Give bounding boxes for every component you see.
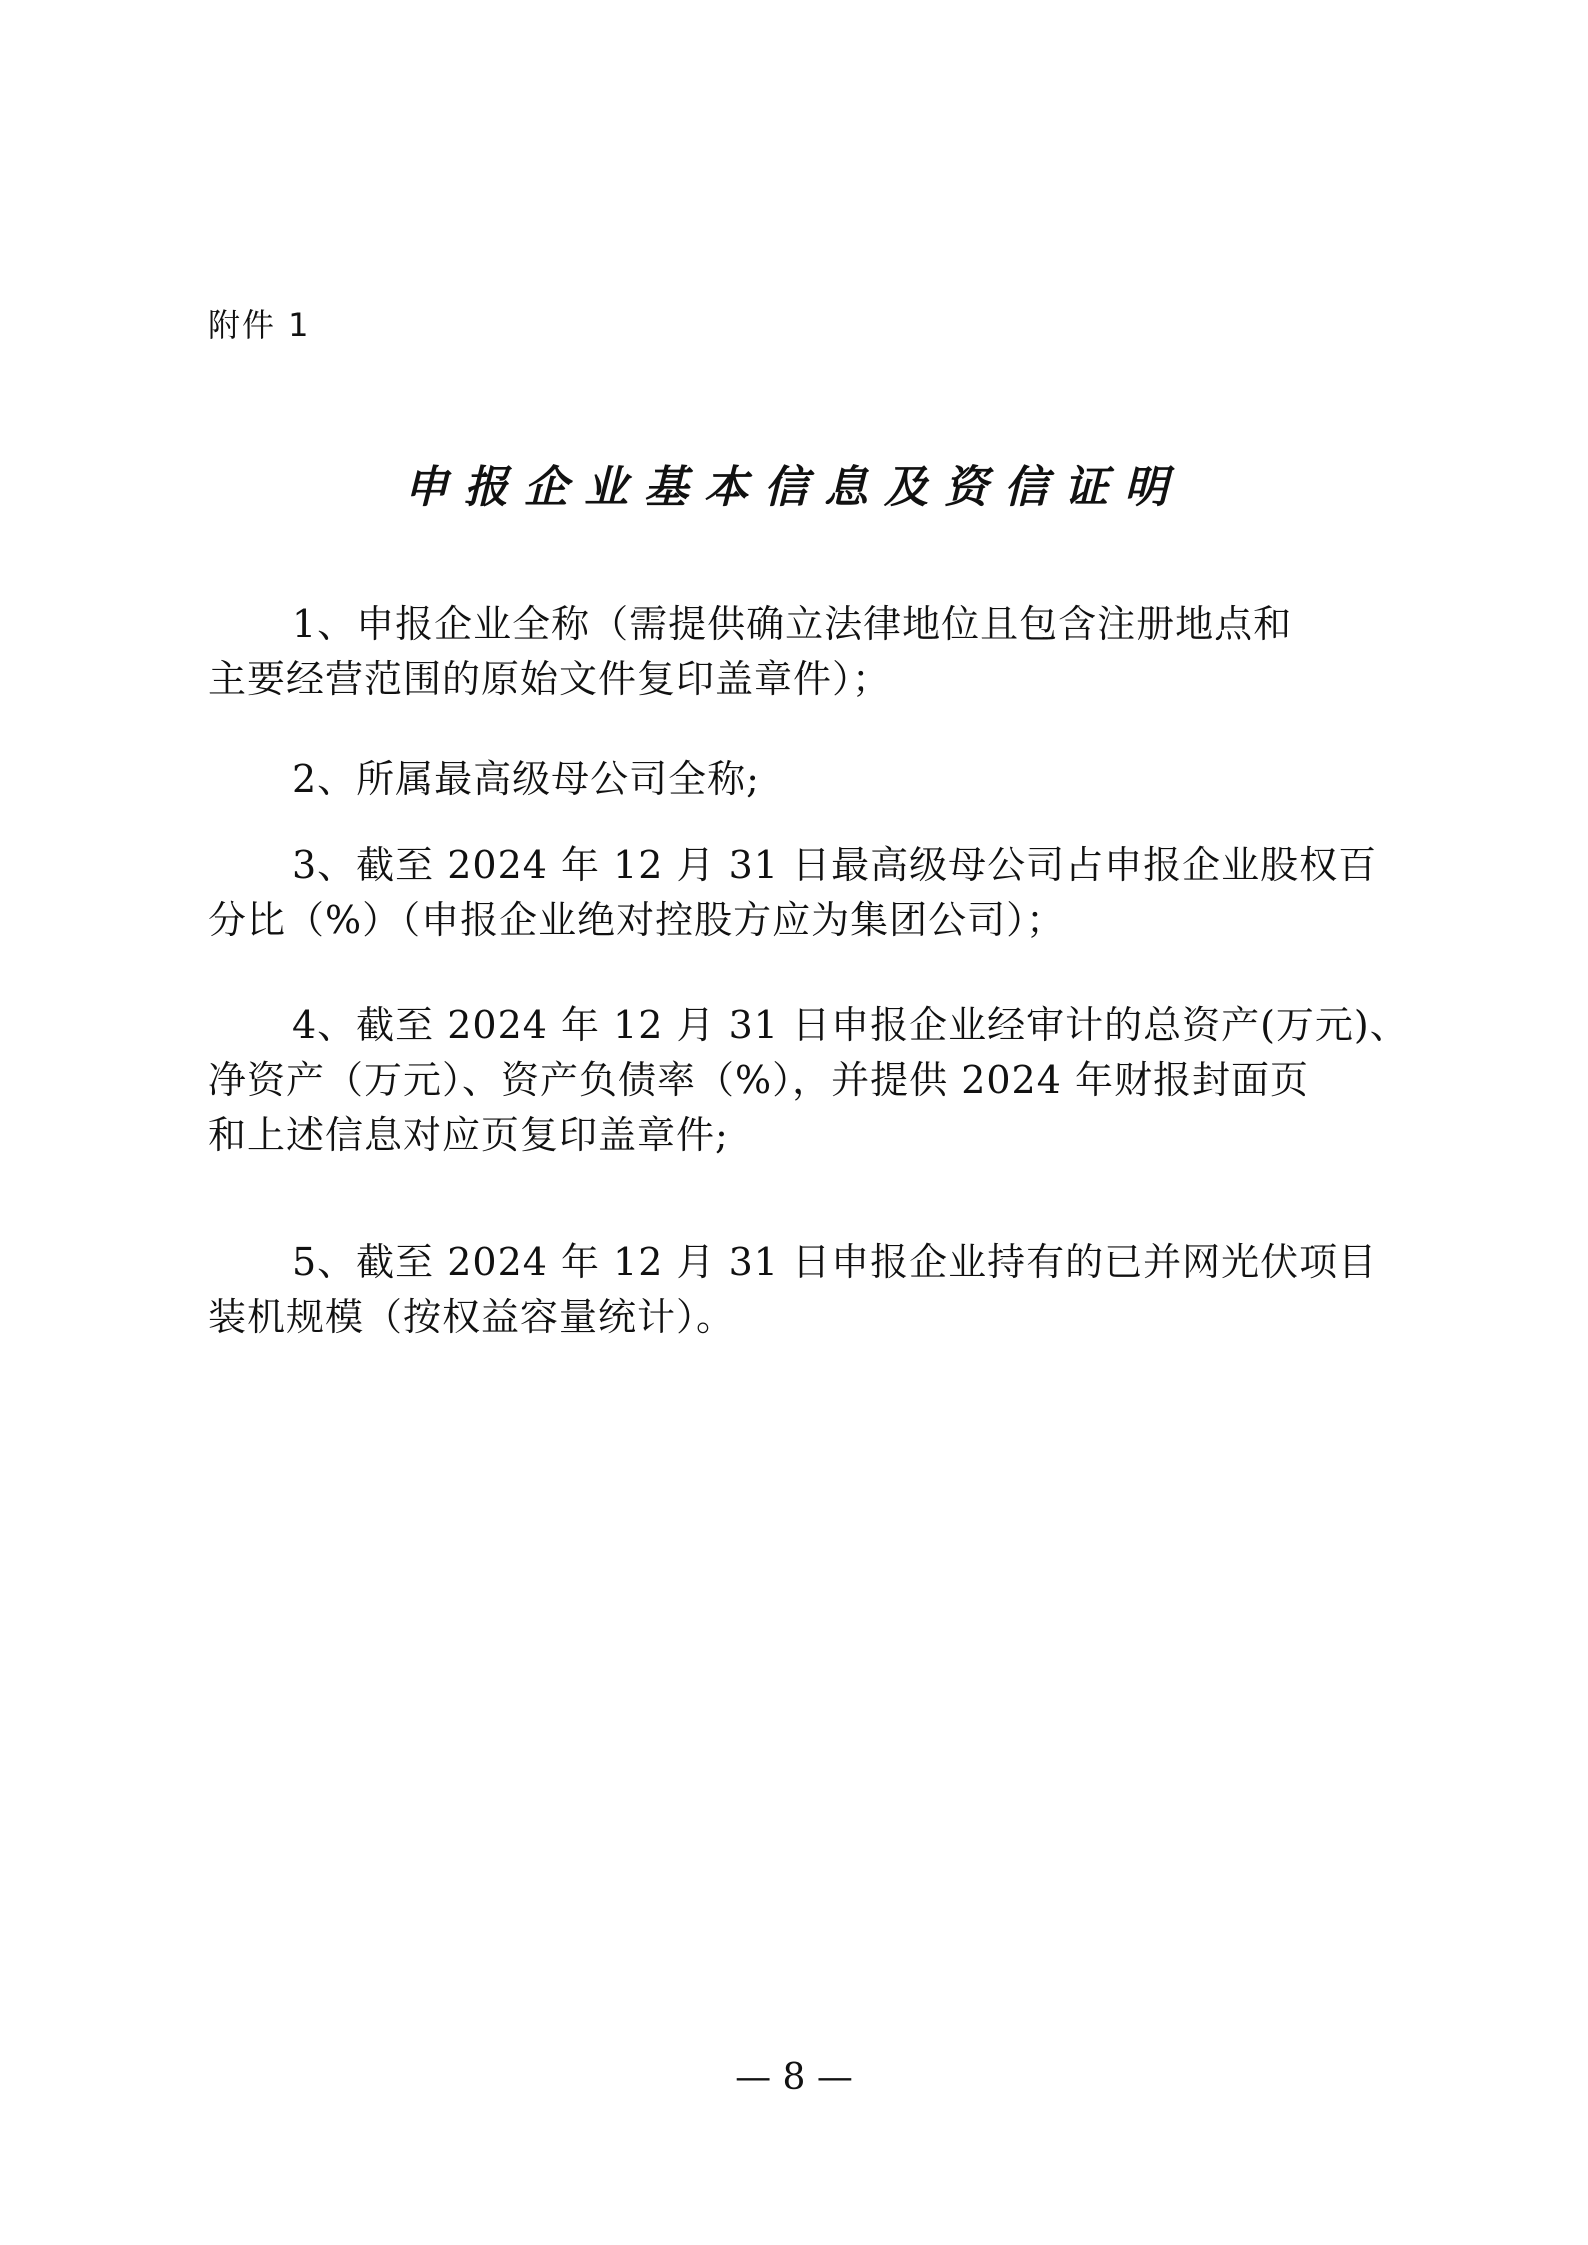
document-title: 申报企业基本信息及资信证明 [404,462,1184,513]
list-item-5-line-2: 装机规模（按权益容量统计）。 [208,1295,736,1339]
list-item-2-line-1: 2、所属最高级母公司全称; [292,757,760,801]
list-item-3-line-2: 分比（%）（申报企业绝对控股方应为集团公司）； [208,898,1066,942]
list-item-4-line-1: 4、截至 2024 年 12 月 31 日申报企业经审计的总资产(万元)、 [292,1003,1409,1047]
list-item-2 [208,752,1388,807]
list-item-5-line-1: 5、截至 2024 年 12 月 31 日申报企业持有的已并网光伏项目 [292,1240,1378,1284]
list-item-4 [208,998,1409,1163]
list-item-1 [208,597,1388,707]
list-item-1-line-1: 1、申报企业全称（需提供确立法律地位且包含注册地点和 [292,602,1293,646]
list-item-5 [208,1235,1388,1345]
attachment-label: 附件 1 [208,306,311,344]
list-item-1-line-2: 主要经营范围的原始文件复印盖章件）； [208,657,892,701]
list-item-4-line-3: 和上述信息对应页复印盖章件; [208,1113,729,1157]
page-number: — 8 — [735,2057,853,2098]
list-item-3 [208,838,1388,948]
list-item-3-line-1: 3、截至 2024 年 12 月 31 日最高级母公司占申报企业股权百 [292,843,1378,887]
list-item-4-line-2: 净资产（万元）、资产负债率（%），并提供 2024 年财报封面页 [208,1058,1309,1102]
